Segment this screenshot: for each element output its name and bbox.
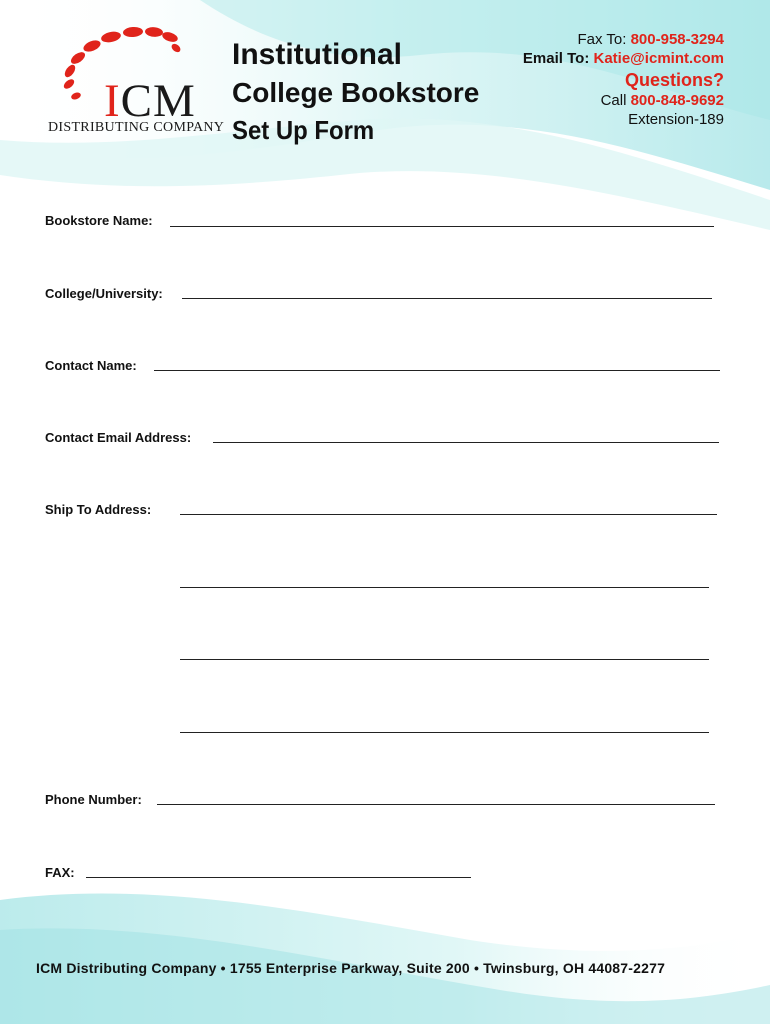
email-label: Email To: — [522, 50, 590, 67]
fax-label: Fax To: — [577, 31, 627, 48]
title-line-1: Institutional — [232, 38, 402, 71]
ship-to-address-field-4[interactable] — [180, 732, 709, 733]
ship-to-address-label: Ship To Address: — [45, 502, 152, 517]
contact-email-field[interactable] — [213, 442, 719, 443]
footer-address: ICM Distributing Company • 1755 Enterprise Parkway, Suite 200 • Twinsburg, OH 44087-2277 — [36, 960, 666, 976]
ship-to-address-field-2[interactable] — [180, 587, 709, 588]
contact-info — [523, 30, 724, 129]
questions-heading: Questions? — [624, 70, 724, 90]
call-label: Call — [600, 92, 627, 109]
email-link[interactable]: Katie@icmint.com — [593, 50, 724, 67]
college-university-field[interactable] — [182, 298, 712, 299]
icm-logo — [48, 24, 223, 139]
phone-number-label: Phone Number: — [45, 792, 142, 807]
ship-to-address-field-3[interactable] — [180, 659, 709, 660]
contact-name-label: Contact Name: — [45, 358, 137, 373]
extension: Extension-189 — [628, 111, 724, 128]
fax-field-label: FAX: — [45, 865, 75, 880]
call-number: 800-848-9692 — [630, 92, 724, 109]
bookstore-name-field[interactable] — [170, 226, 714, 227]
title-line-3: Set Up Form — [232, 115, 375, 145]
fax-line — [523, 30, 724, 49]
title-line-2: College Bookstore — [232, 77, 480, 108]
college-university-label: College/University: — [45, 286, 163, 301]
fax-field[interactable] — [86, 877, 471, 878]
logo-subtitle: DISTRIBUTING COMPANY — [48, 120, 225, 135]
logo-wordmark: ICM — [104, 75, 196, 127]
ship-to-address-field-1[interactable] — [180, 514, 717, 515]
contact-email-label: Contact Email Address: — [45, 430, 192, 445]
form-title — [232, 36, 479, 148]
call-line — [523, 91, 724, 110]
fax-number: 800-958-3294 — [630, 31, 724, 48]
contact-name-field[interactable] — [154, 370, 720, 371]
bookstore-name-label: Bookstore Name: — [45, 213, 153, 228]
email-line — [523, 49, 724, 68]
phone-number-field[interactable] — [157, 804, 715, 805]
